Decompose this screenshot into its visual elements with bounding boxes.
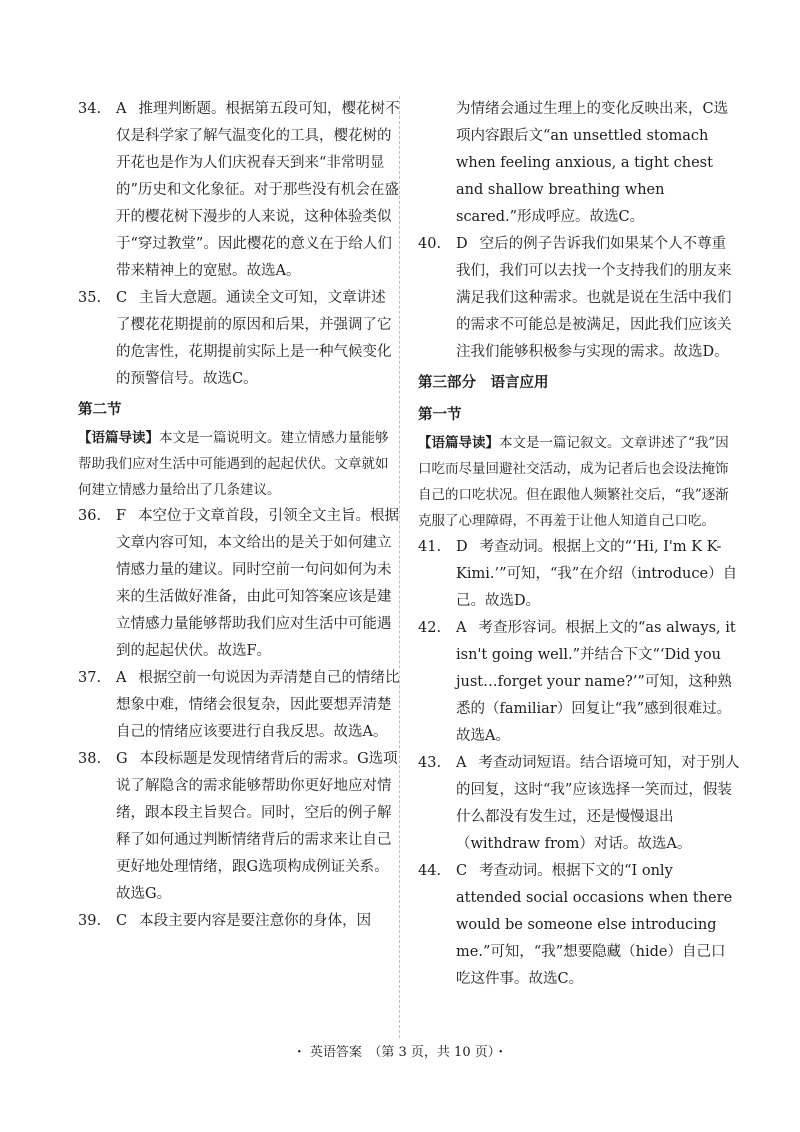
- question-number: 43.: [418, 755, 442, 771]
- explanation: 考查动词。根据上文的“‘Hi, I'm K K-Kimi.’”可知，“我”在介绍（introduce）自己。故选D。: [456, 539, 738, 609]
- explanation: 考查形容词。根据上文的“as always, it isn't going well.”并结合下文“‘Did you just…forget your name?’”可知，这种熟悉的（familiar）回复让“我”感到很难过。故选A。: [456, 620, 736, 744]
- answer-44: [418, 858, 740, 993]
- answer-letter: D: [456, 539, 468, 555]
- answer-letter: A: [116, 101, 127, 117]
- section-heading: 第一节: [418, 407, 462, 423]
- answer-40: [418, 231, 740, 366]
- question-number: 39.: [78, 913, 102, 929]
- answer-43: [418, 750, 740, 858]
- answer-36: [78, 503, 400, 665]
- question-number: 35.: [78, 290, 102, 306]
- explanation: 考查动词。根据下文的“I only attended social occasions when there would be someone else introducing me.”可知，“我”想要隐藏（hide）自己口吃这件事。故选C。: [456, 863, 733, 987]
- explanation: 根据空前一句说因为弄清楚自己的情绪比想象中难，情绪会很复杂，因此要想弄清楚自己的情绪应该要进行自我反思。故选A。: [116, 670, 400, 740]
- answer-letter: C: [456, 863, 468, 879]
- answer-letter: A: [456, 620, 467, 636]
- answer-letter: C: [116, 913, 128, 929]
- guide-tag: 【语篇导读】: [418, 435, 499, 451]
- answer-38: [78, 746, 400, 908]
- explanation: 考查动词短语。结合语境可知，对于别人的回复，这时“我”应该选择一笑而过，假装什么都没有发生过，还是慢慢退出（withdraw from）对话。故选A。: [456, 755, 740, 852]
- guide-tag: 【语篇导读】: [78, 430, 159, 446]
- question-number: 42.: [418, 620, 442, 636]
- answer-letter: A: [116, 670, 127, 686]
- answer-letter: D: [456, 236, 468, 252]
- section-heading: 第二节: [78, 402, 122, 418]
- question-number: 40.: [418, 236, 442, 252]
- explanation: 主旨大意题。通读全文可知，文章讲述了樱花花期提前的原因和后果，并强调了它的危害性，花期提前实际上是一种气候变化的预警信号。故选C。: [116, 290, 392, 387]
- explanation: 本段标题是发现情绪背后的需求。G选项说了解隐含的需求能够帮助你更好地应对情绪，跟本段主旨契合。同时，空后的例子解释了如何通过判断情绪背后的需求来让自己更好地处理情绪，跟G选项构成例证关系。故选G。: [116, 751, 398, 902]
- answer-letter: A: [456, 755, 467, 771]
- question-number: 36.: [78, 508, 102, 524]
- passage-guide: [78, 425, 400, 503]
- answer-letter: C: [116, 290, 128, 306]
- answer-34: [78, 96, 400, 285]
- question-number: 37.: [78, 670, 102, 686]
- answer-37: [78, 665, 400, 746]
- answer-39: [78, 908, 400, 935]
- explanation: 空后的例子告诉我们如果某个人不尊重我们，我们可以去找一个支持我们的朋友来满足我们这种需求。也就是说在生活中我们的需求不可能总是被满足，因此我们应该关注我们能够积极参与实现的需求。故选D。: [456, 236, 732, 360]
- answer-42: [418, 615, 740, 750]
- column-divider: [399, 96, 400, 1038]
- answer-letter: F: [116, 508, 127, 524]
- passage-guide: [418, 430, 740, 534]
- question-number: 38.: [78, 751, 102, 767]
- part-heading: 第三部分 语言应用: [418, 375, 549, 391]
- explanation: 推理判断题。根据第五段可知，樱花树不仅是科学家了解气温变化的工具，樱花树的开花也是作为人们庆祝春天到来“非常明显的”历史和文化象征。对于那些没有机会在盛开的樱花树下漫步的人来说，这种体验类似于“穿过教堂”。因此樱花的意义在于给人们带来精神上的宽慰。故选A。: [116, 101, 400, 279]
- question-number: 44.: [418, 863, 442, 879]
- question-number: 41.: [418, 539, 442, 555]
- page-footer: ・ 英语答案 （第 3 页，共 10 页）・: [292, 1045, 508, 1060]
- left-column: [78, 96, 400, 935]
- guide-text: 本文是一篇说明文。建立情感力量能够帮助我们应对生活中可能遇到的起起伏伏。文章就如何建立情感力量给出了几条建议。: [78, 430, 389, 498]
- answer-letter: G: [116, 751, 128, 767]
- guide-text: 本文是一篇记叙文。文章讲述了“我”因口吃而尽量回避社交活动，成为记者后也会设法掩饰自己的口吃状况。但在跟他人频繁社交后，“我”逐渐克服了心理障碍，不再羞于让他人知道自己口吃。: [418, 435, 729, 529]
- explanation: 本空位于文章首段，引领全文主旨。根据文章内容可知，本文给出的是关于如何建立情感力量的建议。同时空前一句问如何为未来的生活做好准备，由此可知答案应该是建立情感力量能够帮助我们应对生活中可能遇到的起起伏伏。故选F。: [116, 508, 400, 659]
- explanation: 本段主要内容是要注意你的身体，因: [139, 913, 372, 929]
- answer-41: [418, 534, 740, 615]
- question-number: 34.: [78, 101, 102, 117]
- right-column: [418, 96, 740, 993]
- answer-39-continued: 为情绪会通过生理上的变化反映出来，C选项内容跟后文“an unsettled stomach when feeling anxious, a tight chest and shallow breathing when scared.”形成呼应。故选C。: [456, 101, 729, 225]
- answer-35: [78, 285, 400, 393]
